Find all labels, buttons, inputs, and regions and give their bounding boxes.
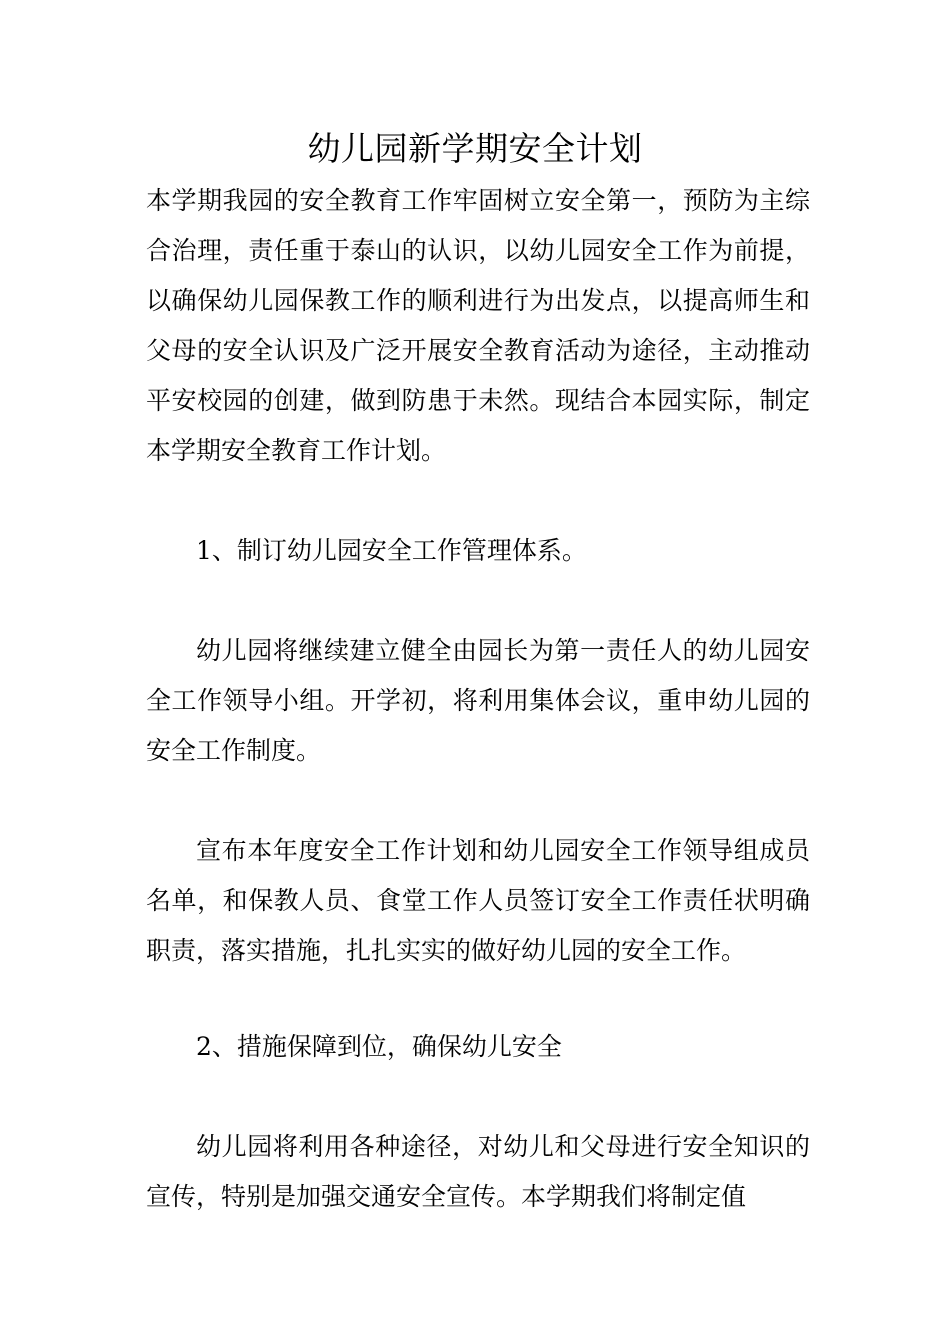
section-heading-1: 1、制订幼儿园安全工作管理体系。 (196, 536, 587, 565)
section-2-paragraph-1: 幼儿园将利用各种途径，对幼儿和父母进行安全知识的宣传，特别是加强交通安全宣传。本学期我们将制定值 (146, 1132, 810, 1211)
section-1-paragraph-2: 宣布本年度安全工作计划和幼儿园安全工作领导组成员名单，和保教人员、食堂工作人员签订安全工作责任状明确职责，落实措施，扎扎实实的做好幼儿园的安全工作。 (146, 836, 810, 965)
document-title: 幼儿园新学期安全计划 (307, 129, 643, 168)
intro-paragraph: 本学期我园的安全教育工作牢固树立安全第一，预防为主综合治理，责任重于泰山的认识，以幼儿园安全工作为前提，以确保幼儿园保教工作的顺利进行为出发点，以提高师生和父母的安全认识及广泛开展安全教育活动为途径，主动推动平安校园的创建，做到防患于未然。现结合本园实际，制定本学期安全教育工作计划。 (146, 186, 810, 465)
section-1-paragraph-1: 幼儿园将继续建立健全由园长为第一责任人的幼儿园安全工作领导小组。开学初，将利用集体会议，重申幼儿园的安全工作制度。 (146, 636, 810, 765)
section-heading-2: 2、措施保障到位，确保幼儿安全 (196, 1032, 562, 1061)
